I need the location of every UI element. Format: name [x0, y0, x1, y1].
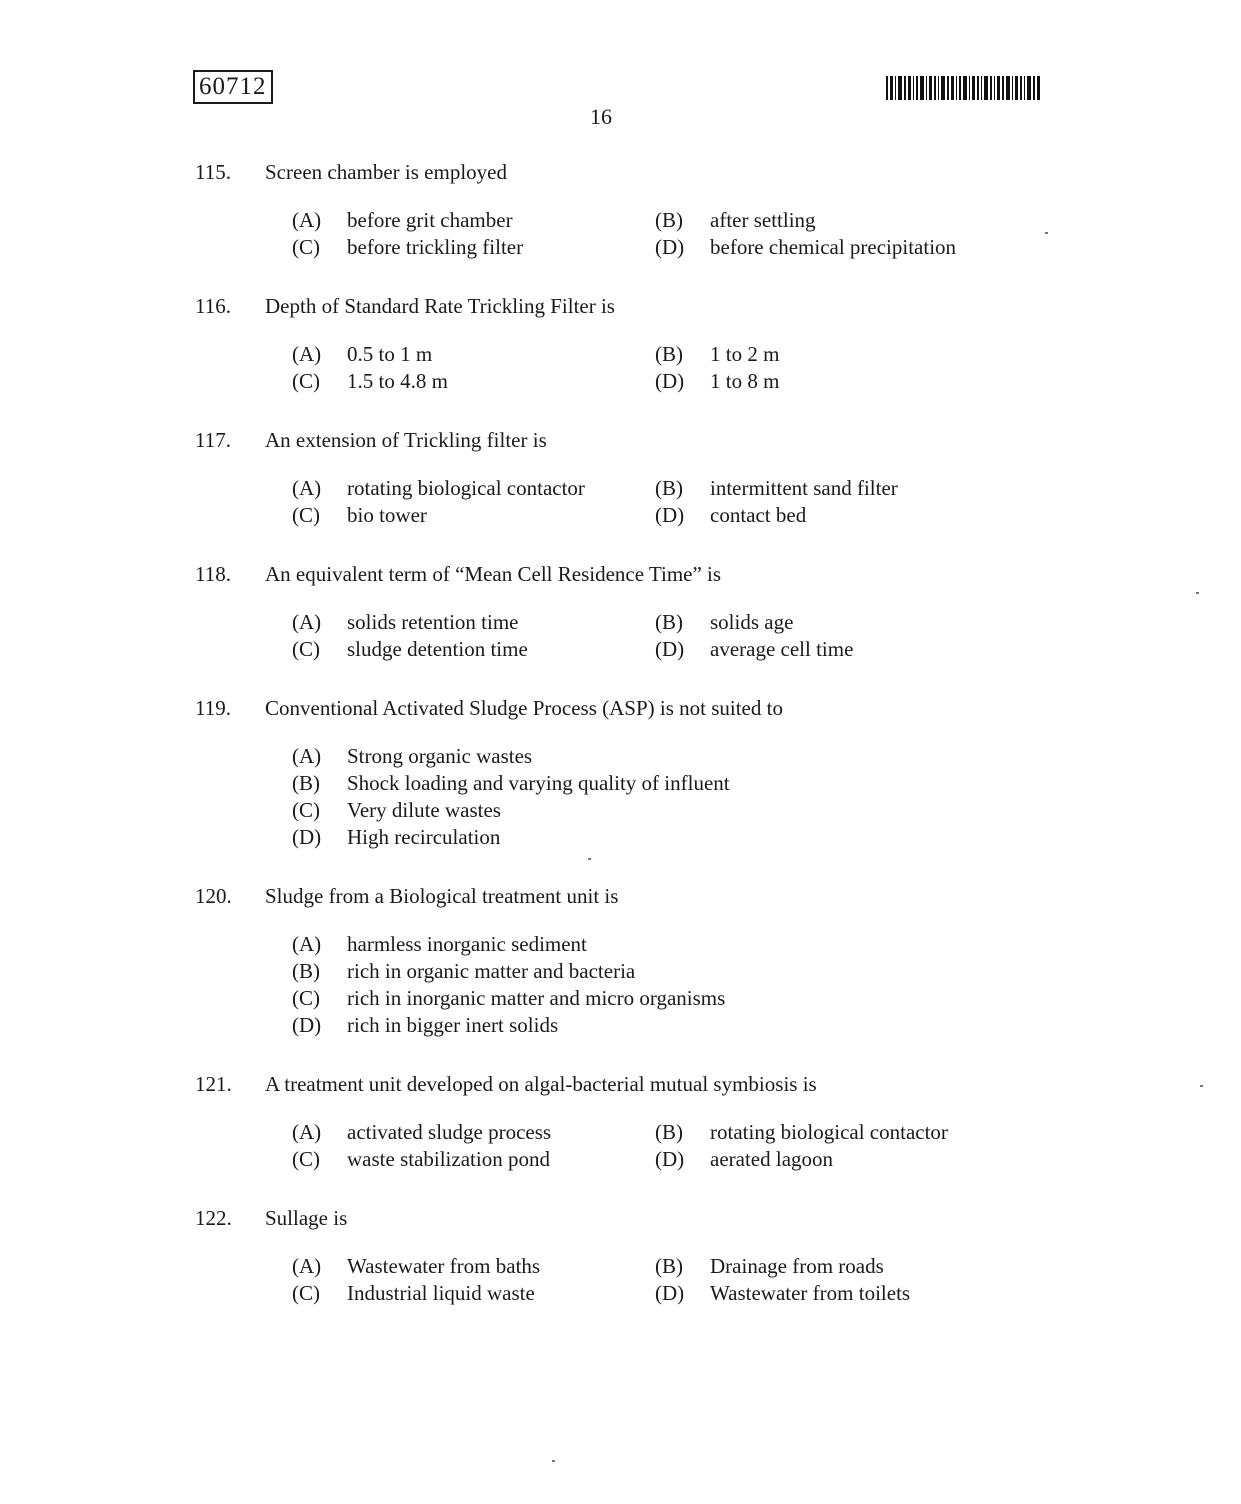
- option-a: (A) rotating biological contactor: [292, 476, 585, 500]
- options: [292, 207, 1095, 261]
- option-a: (A) before grit chamber: [292, 208, 513, 232]
- option-d: (D) average cell time: [655, 637, 854, 661]
- scan-speck: [1196, 592, 1199, 594]
- question-text: Conventional Activated Sludge Process (ASP) is not suited to: [265, 696, 783, 720]
- options: [292, 1119, 1095, 1173]
- question-number: 120.: [195, 884, 232, 908]
- option-b: (B) intermittent sand filter: [655, 476, 898, 500]
- options: [292, 1253, 1095, 1307]
- question-number: 119.: [195, 696, 231, 720]
- scan-speck: [1045, 232, 1048, 234]
- question-115: [195, 160, 1095, 261]
- question-121: [195, 1072, 1095, 1173]
- options: [292, 609, 1095, 663]
- question-number: 115.: [195, 160, 231, 184]
- option-a: (A) Strong organic wastes: [292, 744, 533, 768]
- option-d: (D) Wastewater from toilets: [655, 1281, 911, 1305]
- question-number: 116.: [195, 294, 231, 318]
- question-text: Sludge from a Biological treatment unit is: [265, 884, 619, 908]
- option-c: (C) Very dilute wastes: [292, 798, 501, 822]
- option-c: (C) sludge detention time: [292, 637, 528, 661]
- question-number: 118.: [195, 562, 231, 586]
- option-d: (D) aerated lagoon: [655, 1147, 834, 1171]
- question-text: A treatment unit developed on algal-bacterial mutual symbiosis is: [265, 1072, 817, 1096]
- option-c: (C) 1.5 to 4.8 m: [292, 369, 448, 393]
- question-text: Screen chamber is employed: [265, 160, 507, 184]
- option-b: (B) after settling: [655, 208, 816, 232]
- question-text: An equivalent term of “Mean Cell Residence Time” is: [265, 562, 722, 586]
- scan-speck: [552, 1460, 555, 1462]
- option-d: (D) High recirculation: [292, 825, 501, 849]
- option-c: (C) Industrial liquid waste: [292, 1281, 535, 1305]
- question-text: An extension of Trickling filter is: [265, 428, 547, 452]
- option-d: (D) 1 to 8 m: [655, 369, 780, 393]
- option-a: (A) solids retention time: [292, 610, 519, 634]
- option-b: (B) rotating biological contactor: [655, 1120, 948, 1144]
- option-d: (D) before chemical precipitation: [655, 235, 957, 259]
- option-c: (C) bio tower: [292, 503, 427, 527]
- option-a: (A) activated sludge process: [292, 1120, 552, 1144]
- question-117: [195, 428, 1095, 529]
- question-number: 121.: [195, 1072, 232, 1096]
- question-number: 117.: [195, 428, 231, 452]
- page-number: 16: [590, 104, 612, 129]
- question-118: [195, 562, 1095, 663]
- question-116: [195, 294, 1095, 395]
- question-number: 122.: [195, 1206, 232, 1230]
- option-b: (B) rich in organic matter and bacteria: [292, 959, 636, 983]
- option-b: (B) solids age: [655, 610, 794, 634]
- paper-code: 60712: [193, 70, 273, 104]
- scan-speck: [1200, 1085, 1203, 1087]
- options: [292, 931, 1095, 1039]
- question-text: Depth of Standard Rate Trickling Filter is: [265, 294, 615, 318]
- option-b: (B) Shock loading and varying quality of influent: [292, 771, 730, 795]
- question-text: Sullage is: [265, 1206, 348, 1230]
- barcode-image: [886, 76, 1041, 100]
- option-b: (B) Drainage from roads: [655, 1254, 884, 1278]
- options: [292, 475, 1095, 529]
- option-a: (A) 0.5 to 1 m: [292, 342, 433, 366]
- option-c: (C) rich in inorganic matter and micro organisms: [292, 986, 726, 1010]
- scan-speck: [588, 858, 591, 860]
- option-b: (B) 1 to 2 m: [655, 342, 780, 366]
- options: [292, 341, 1095, 395]
- option-a: (A) Wastewater from baths: [292, 1254, 541, 1278]
- question-119: [195, 696, 1095, 851]
- option-d: (D) contact bed: [655, 503, 807, 527]
- question-122: [195, 1206, 1095, 1307]
- option-c: (C) before trickling filter: [292, 235, 524, 259]
- option-a: (A) harmless inorganic sediment: [292, 932, 587, 956]
- options: [292, 743, 1095, 851]
- option-d: (D) rich in bigger inert solids: [292, 1013, 559, 1037]
- option-c: (C) waste stabilization pond: [292, 1147, 550, 1171]
- question-120: [195, 884, 1095, 1039]
